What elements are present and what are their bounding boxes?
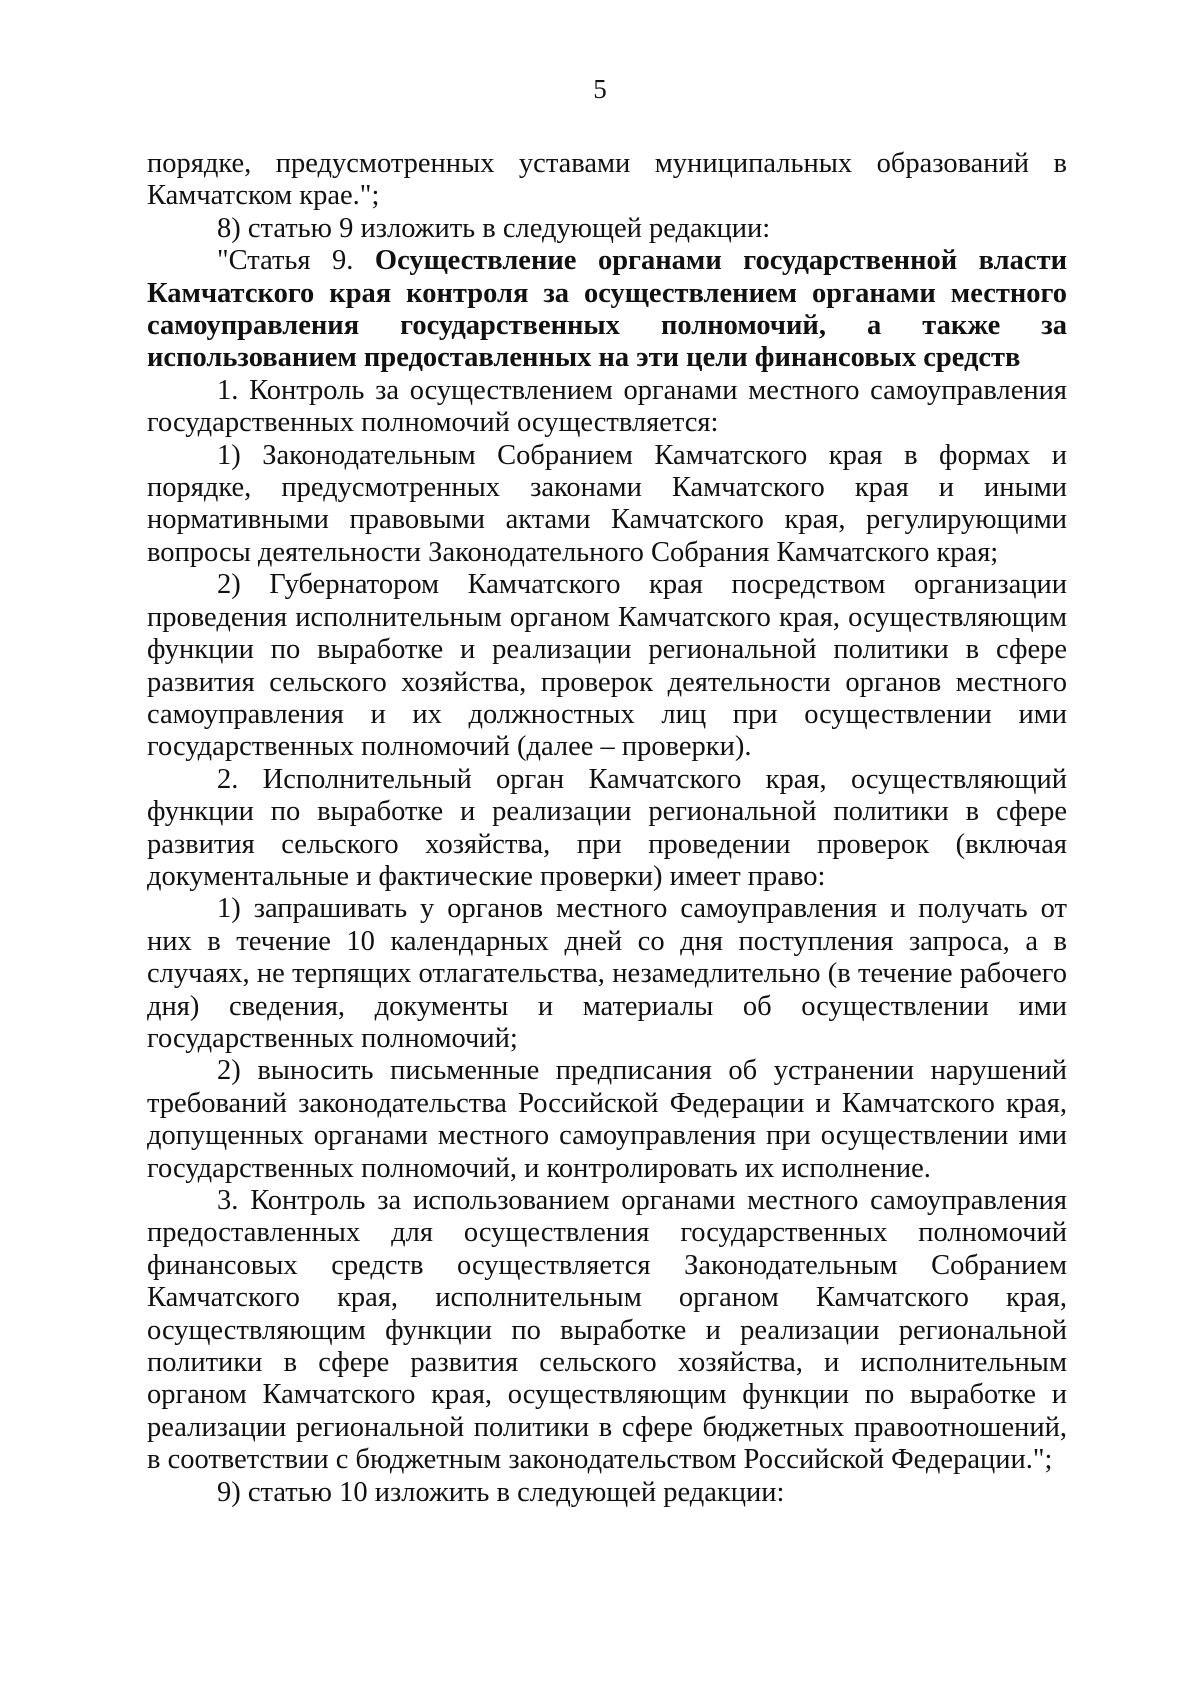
article-9-part-1-item-1: 1) Законодательным Собранием Камчатского края в формах и порядке, предусмотренных законами Камчатского края и иными нормативными правовыми актами Камчатского края, регулирующими вопросы деятельности Законодательного Собрания Камчатского края;	[147, 439, 1067, 568]
article-9-part-2-item-1: 1) запрашивать у органов местного самоуправления и получать от них в течение 10 календарных дней со дня поступления запроса, а в случаях, не терпящих отлагательства, незамедлительно (в течение рабочего дня) сведения, документы и материалы об осуществлении ими государственных полномочий;	[147, 893, 1067, 1054]
article-9-part-2-item-2: 2) выносить письменные предписания об устранении нарушений требований законодательства Российской Федерации и Камчатского края, допущенных органами местного самоуправления при осуществлении ими государственных полномочий, и контролировать их исполнение.	[147, 1055, 1067, 1184]
article-9-part-1: 1. Контроль за осуществлением органами местного самоуправления государственных полномочий осуществляется:	[147, 374, 1067, 439]
article-9-part-2: 2. Исполнительный орган Камчатского края, осуществляющий функции по выработке и реализации региональной политики в сфере развития сельского хозяйства, при проведении проверок (включая документальные и фактические проверки) имеет право:	[147, 763, 1067, 892]
article-9-label: "Статья 9.	[217, 245, 375, 277]
article-9-title: Осуществление органами государственной власти Камчатского края контроля за осуществлением органами местного самоуправления государственных полномочий, а также за использованием предоставленных на эти цели финансовых средств	[147, 245, 1067, 374]
paragraph-continuation: порядке, предусмотренных уставами муниципальных образований в Камчатском крае.";	[147, 148, 1067, 212]
document-body	[147, 148, 1067, 1509]
amendment-item-8: 8) статью 9 изложить в следующей редакции:	[217, 212, 771, 244]
article-9-heading	[147, 245, 1067, 375]
page-number: 5	[593, 74, 607, 104]
article-9-part-1-item-2: 2) Губернатором Камчатского края посредством организации проведения исполнительным органом Камчатского края, осуществляющим функции по выработке и реализации региональной политики в сфере развития сельского хозяйства, проверок деятельности органов местного самоуправления и их должностных лиц при осуществлении ими государственных полномочий (далее – проверки).	[147, 569, 1067, 763]
amendment-item-9: 9) статью 10 изложить в следующей редакции:	[217, 1476, 785, 1508]
article-9-part-3: 3. Контроль за использованием органами местного самоуправления предоставленных для осуществления государственных полномочий финансовых средств осуществляется Законодательным Собранием Камчатского края, исполнительным органом Камчатского края, осуществляющим функции по выработке и реализации региональной политики в сфере развития сельского хозяйства, и исполнительным органом Камчатского края, осуществляющим функции по выработке и реализации региональной политики в сфере бюджетных правоотношений, в соответствии с бюджетным законодательством Российской Федерации.";	[147, 1185, 1067, 1476]
